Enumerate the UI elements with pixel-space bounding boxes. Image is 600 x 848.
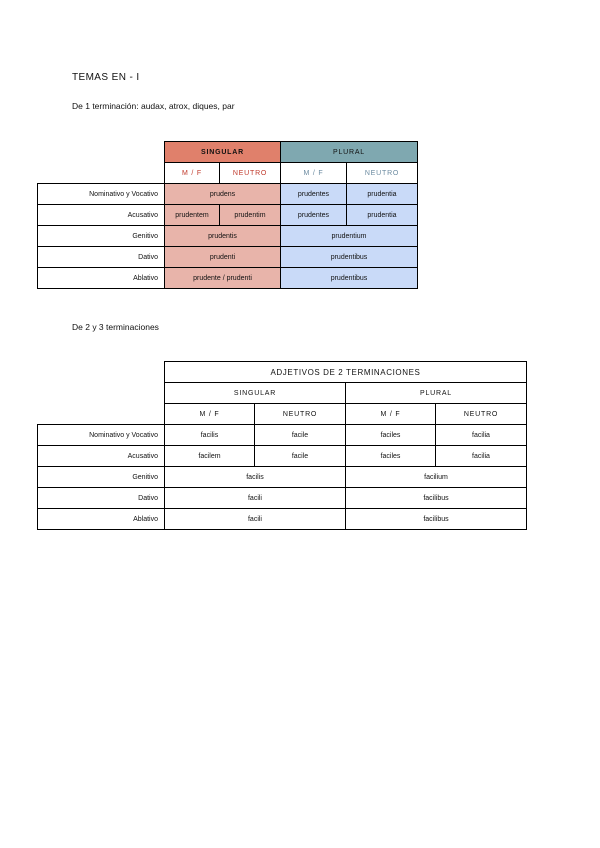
case-label: Nominativo y Vocativo [38, 184, 165, 205]
form-cell: facilis [165, 467, 346, 488]
table-caption: ADJETIVOS DE 2 TERMINACIONES [165, 362, 527, 383]
header-row [38, 383, 527, 404]
blank-cell [38, 383, 165, 404]
case-label: Genitivo [38, 467, 165, 488]
form-cell: prudentibus [281, 268, 418, 289]
form-cell: prudentium [281, 226, 418, 247]
form-cell: prudentis [165, 226, 281, 247]
table-one-termination [37, 141, 418, 289]
singular-mf-header: M / F [165, 163, 220, 184]
form-cell: prudentia [347, 184, 418, 205]
case-label: Dativo [38, 247, 165, 268]
plural-header: PLURAL [346, 383, 527, 404]
blank-cell [38, 142, 165, 163]
form-cell: facilem [165, 446, 255, 467]
form-cell: facili [165, 509, 346, 530]
plural-mf-header: M / F [346, 404, 436, 425]
form-cell: facilis [165, 425, 255, 446]
form-cell: faciles [346, 425, 436, 446]
plural-mf-header: M / F [281, 163, 347, 184]
header-row [38, 142, 418, 163]
form-cell: facilia [436, 446, 527, 467]
form-cell: facilibus [346, 509, 527, 530]
singular-mf-header: M / F [165, 404, 255, 425]
form-cell: prudentem [165, 205, 220, 226]
table-two-terminations [37, 361, 527, 530]
singular-neutro-header: NEUTRO [220, 163, 281, 184]
singular-neutro-header: NEUTRO [255, 404, 346, 425]
form-cell: prudentia [347, 205, 418, 226]
subheader-row [38, 163, 418, 184]
plural-neutro-header: NEUTRO [436, 404, 527, 425]
form-cell: prudentim [220, 205, 281, 226]
form-cell: facile [255, 446, 346, 467]
subtitle-one-termination: De 1 terminación: audax, atrox, diques, par [72, 101, 235, 111]
page-title: TEMAS EN - I [72, 72, 140, 83]
table-row [38, 226, 418, 247]
form-cell: facile [255, 425, 346, 446]
table-row [38, 467, 527, 488]
table-row [38, 509, 527, 530]
case-label: Dativo [38, 488, 165, 509]
case-label: Ablativo [38, 268, 165, 289]
table-row [38, 247, 418, 268]
plural-header: PLURAL [281, 142, 418, 163]
caption-row [38, 362, 527, 383]
table-row [38, 488, 527, 509]
form-cell: faciles [346, 446, 436, 467]
table-row [38, 268, 418, 289]
singular-header: SINGULAR [165, 383, 346, 404]
table-row [38, 205, 418, 226]
table-row [38, 446, 527, 467]
case-label: Acusativo [38, 446, 165, 467]
form-cell: facili [165, 488, 346, 509]
form-cell: prudentes [281, 205, 347, 226]
singular-header: SINGULAR [165, 142, 281, 163]
form-cell: prudenti [165, 247, 281, 268]
form-cell: facilia [436, 425, 527, 446]
case-label: Nominativo y Vocativo [38, 425, 165, 446]
plural-neutro-header: NEUTRO [347, 163, 418, 184]
case-label: Genitivo [38, 226, 165, 247]
form-cell: prudentibus [281, 247, 418, 268]
form-cell: prudens [165, 184, 281, 205]
table-row [38, 425, 527, 446]
subheader-row [38, 404, 527, 425]
form-cell: facilibus [346, 488, 527, 509]
table-row [38, 184, 418, 205]
blank-cell [38, 163, 165, 184]
subtitle-two-three-terminations: De 2 y 3 terminaciones [72, 322, 159, 332]
case-label: Ablativo [38, 509, 165, 530]
blank-cell [38, 362, 165, 383]
form-cell: prudente / prudenti [165, 268, 281, 289]
case-label: Acusativo [38, 205, 165, 226]
form-cell: facilium [346, 467, 527, 488]
form-cell: prudentes [281, 184, 347, 205]
blank-cell [38, 404, 165, 425]
